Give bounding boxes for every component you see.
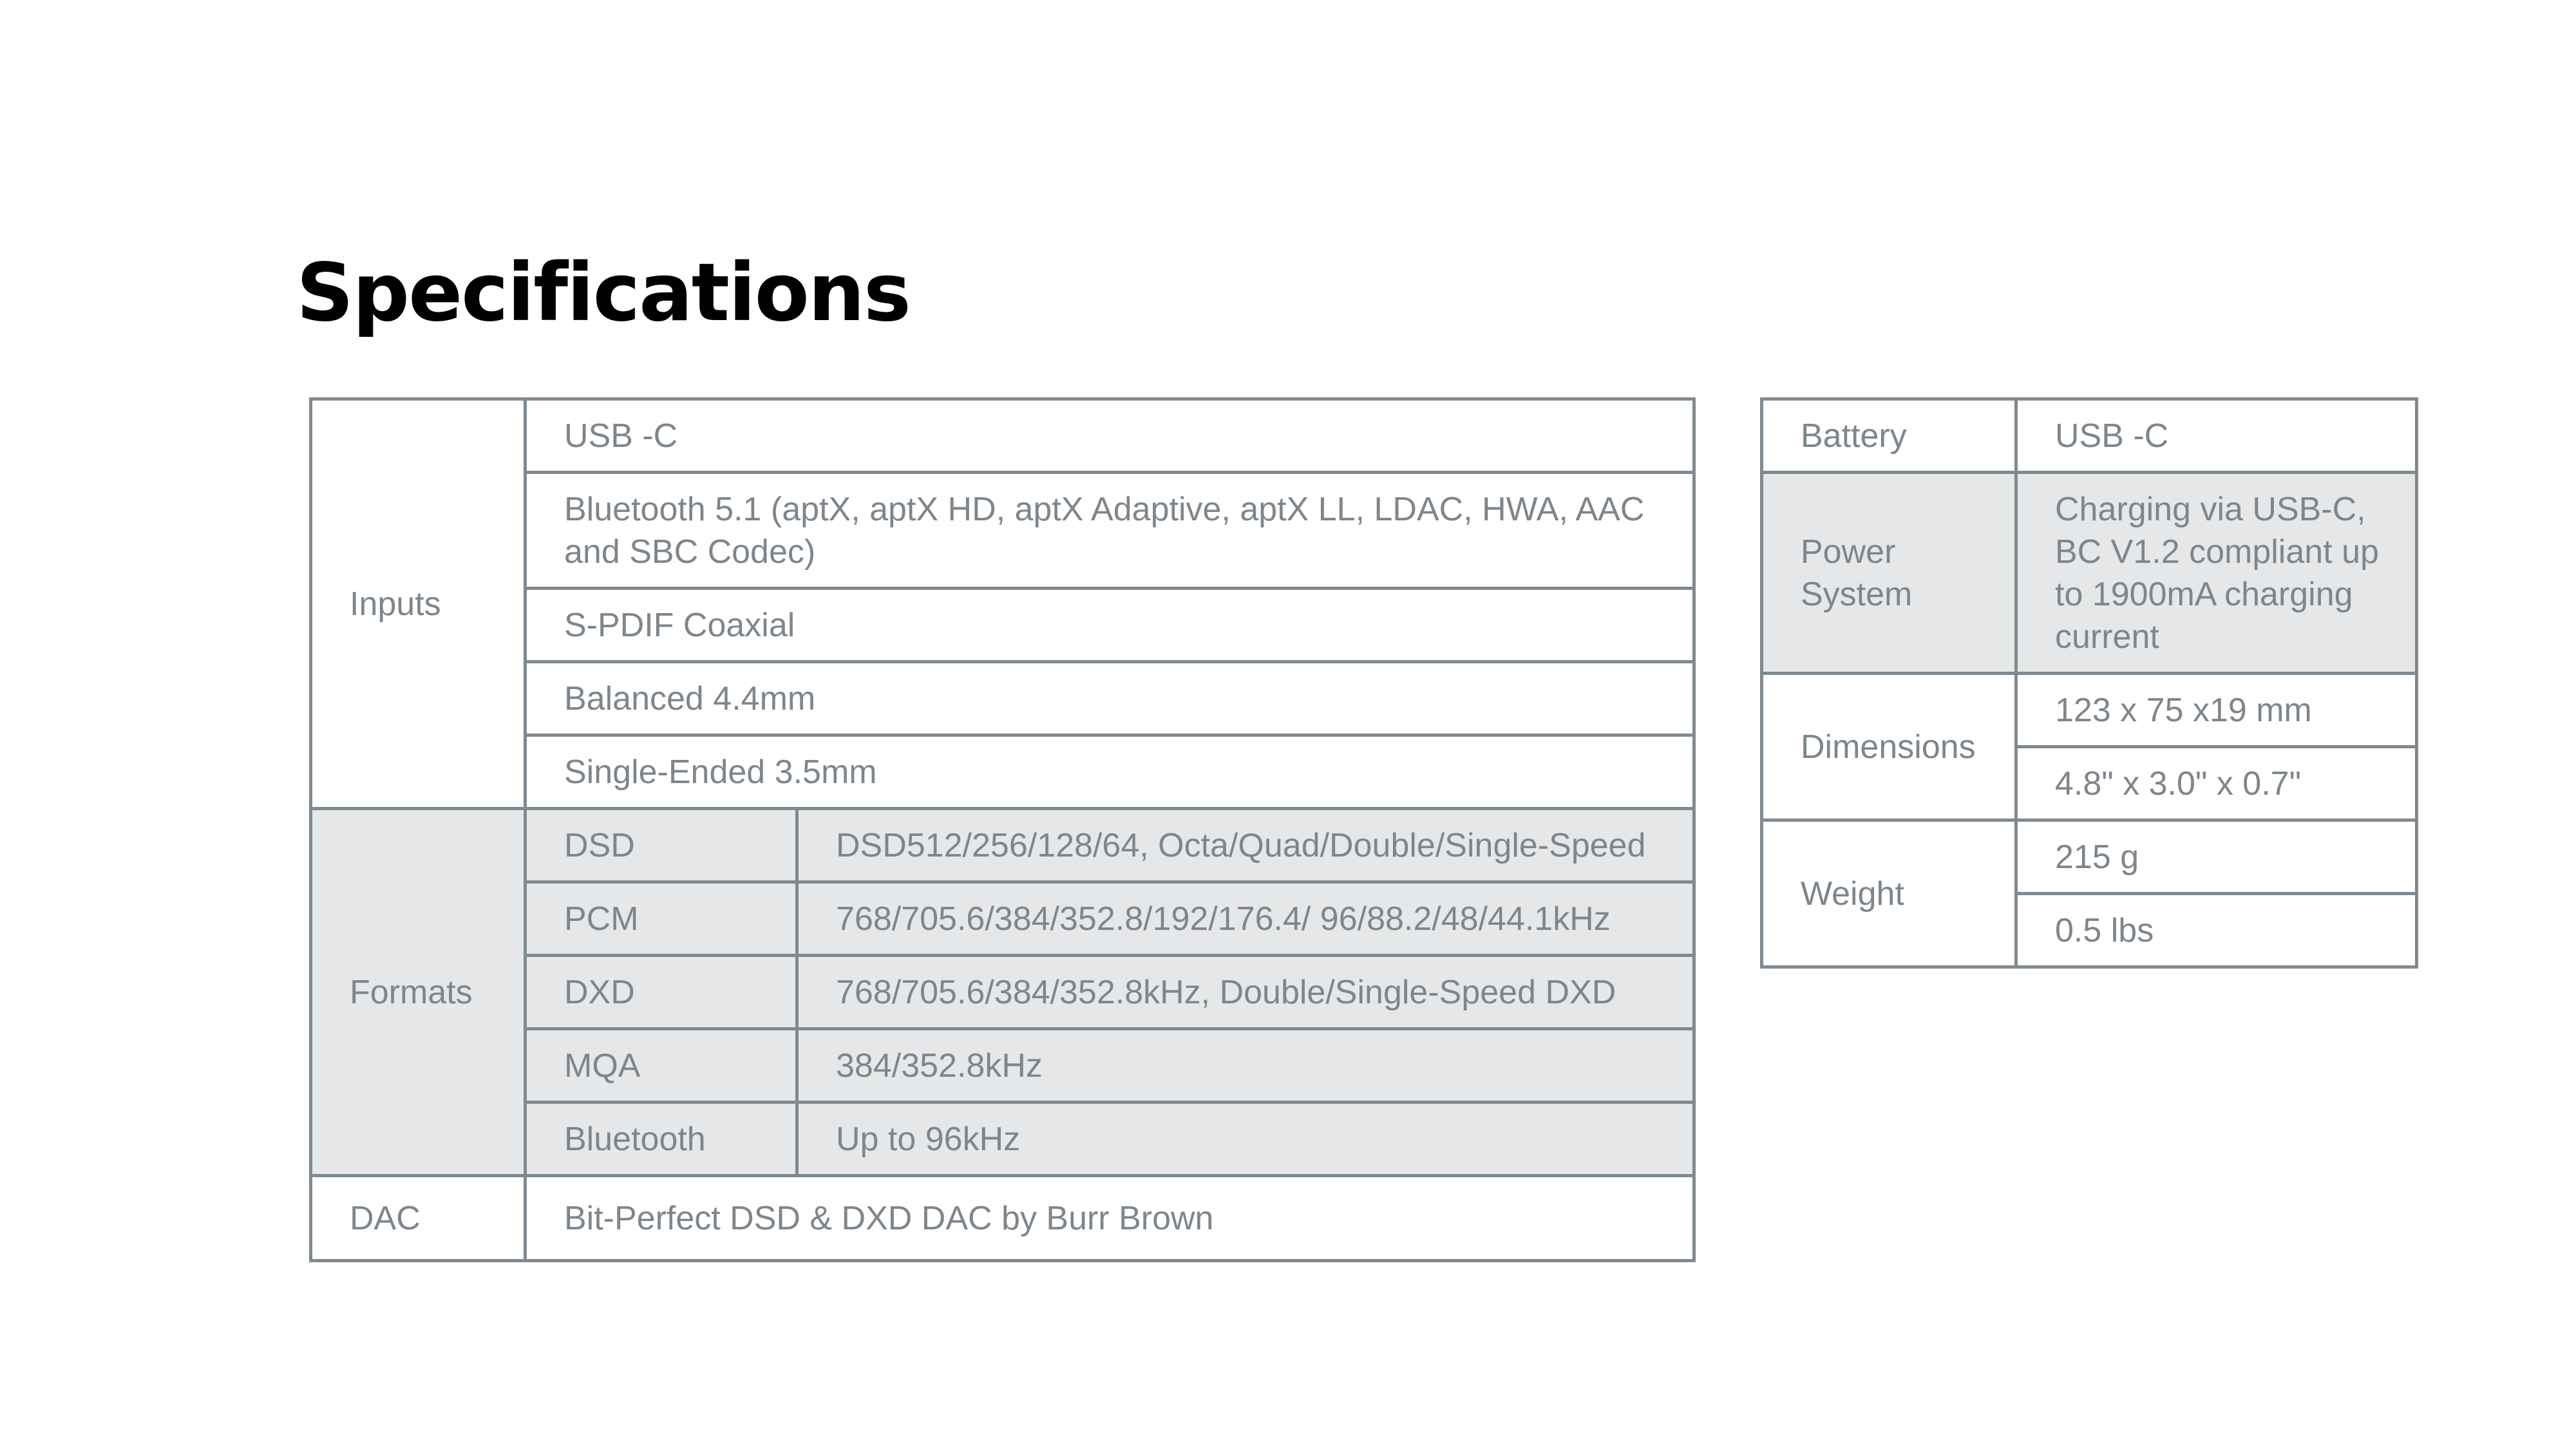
table-row: [311, 809, 1694, 882]
dac-value: Bit-Perfect DSD & DXD DAC by Burr Brown: [526, 1176, 1694, 1261]
input-single-ended: Single-Ended 3.5mm: [526, 735, 1694, 809]
dimensions-imperial: 4.8" x 3.0" x 0.7": [2016, 747, 2417, 820]
input-bluetooth: Bluetooth 5.1 (aptX, aptX HD, aptX Adaptive, aptX LL, LDAC, HWA, AAC and SBC Codec): [526, 473, 1694, 589]
format-name: PCM: [526, 882, 797, 956]
input-usb-c: USB -C: [526, 399, 1694, 473]
row-label-battery: Battery: [1762, 399, 2016, 473]
table-row: [311, 1176, 1694, 1261]
page-title: Specifications: [296, 247, 910, 339]
row-label-formats: Formats: [311, 809, 526, 1176]
row-label-power-system: Power System: [1762, 473, 2016, 674]
table-row: [1762, 820, 2417, 894]
row-label-dac: DAC: [311, 1176, 526, 1261]
row-label-dimensions: Dimensions: [1762, 674, 2016, 820]
format-value: Up to 96kHz: [797, 1103, 1694, 1176]
spec-table-main: [309, 397, 1696, 1262]
table-row: [1762, 674, 2417, 747]
power-system-value: Charging via USB-C, BC V1.2 compliant up to 1900mA charging current: [2016, 473, 2417, 674]
weight-imperial: 0.5 lbs: [2016, 894, 2417, 967]
format-name: MQA: [526, 1029, 797, 1103]
format-name: DXD: [526, 956, 797, 1029]
table-row: [1762, 473, 2417, 674]
format-name: Bluetooth: [526, 1103, 797, 1176]
row-label-weight: Weight: [1762, 820, 2016, 967]
weight-metric: 215 g: [2016, 820, 2417, 894]
table-row: [1762, 399, 2417, 473]
dimensions-metric: 123 x 75 x19 mm: [2016, 674, 2417, 747]
spec-table-power: [1760, 397, 2418, 969]
format-name: DSD: [526, 809, 797, 882]
format-value: 384/352.8kHz: [797, 1029, 1694, 1103]
format-value: DSD512/256/128/64, Octa/Quad/Double/Single-Speed: [797, 809, 1694, 882]
battery-value: USB -C: [2016, 399, 2417, 473]
format-value: 768/705.6/384/352.8/192/176.4/ 96/88.2/48/44.1kHz: [797, 882, 1694, 956]
input-spdif: S-PDIF Coaxial: [526, 589, 1694, 662]
format-value: 768/705.6/384/352.8kHz, Double/Single-Speed DXD: [797, 956, 1694, 1029]
row-label-inputs: Inputs: [311, 399, 526, 809]
input-balanced: Balanced 4.4mm: [526, 662, 1694, 735]
table-row: [311, 399, 1694, 473]
